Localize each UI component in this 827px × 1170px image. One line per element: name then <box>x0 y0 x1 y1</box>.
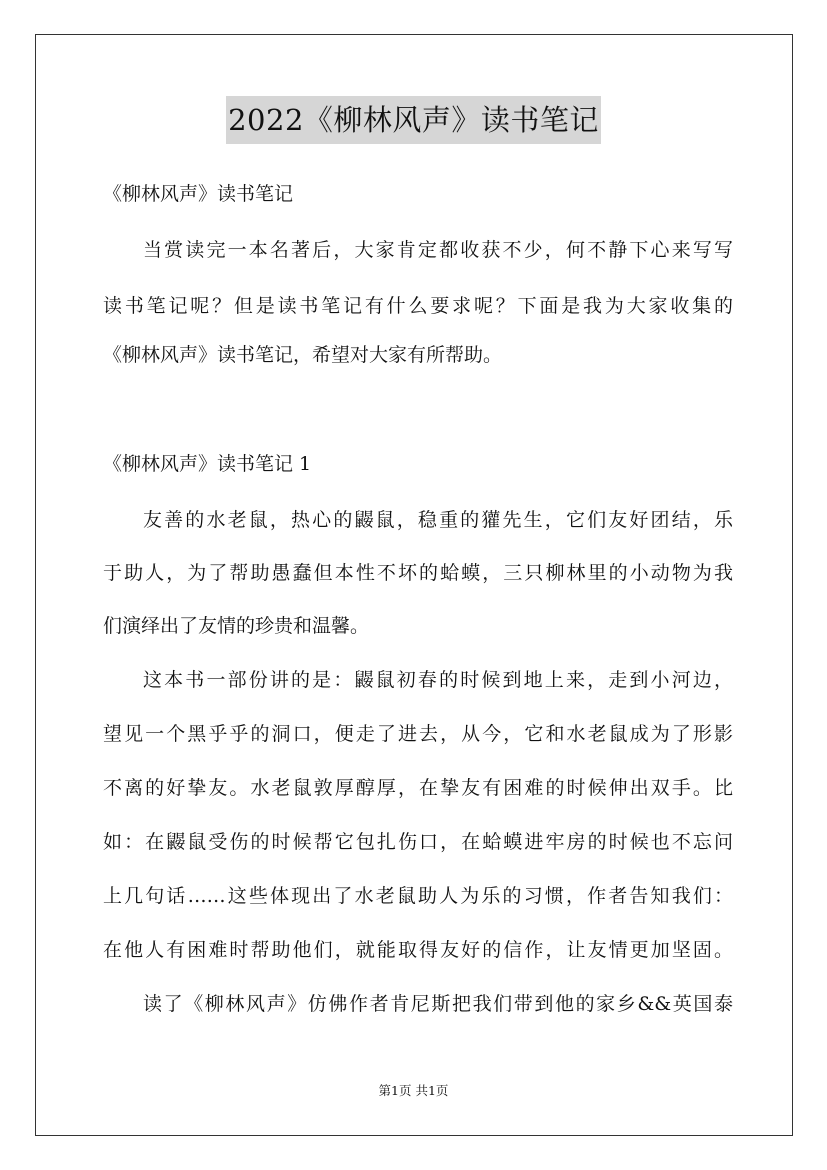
paragraph-line: 读了《柳林风声》仿佛作者肯尼斯把我们带到他的家乡&&英国泰 <box>143 993 733 1015</box>
paragraph-line: 这本书一部份讲的是：鼹鼠初春的时候到地上来，走到小河边， <box>143 669 733 691</box>
paragraph-line: 友善的水老鼠，热心的鼹鼠，稳重的獾先生，它们友好团结，乐 <box>143 509 733 531</box>
intro-line: 当赏读完一本名著后，大家肯定都收获不少，何不静下心来写写 <box>143 239 733 261</box>
document-title: 2022《柳林风声》读书笔记 <box>226 96 601 144</box>
paragraph-line: 不离的好挚友。水老鼠敦厚醇厚，在挚友有困难的时候伸出双手。比 <box>103 777 733 799</box>
subtitle: 《柳林风声》读书笔记 <box>103 183 294 205</box>
page-footer: 第1页 共1页 <box>378 1083 449 1098</box>
section-heading: 《柳林风声》读书笔记 1 <box>103 453 312 475</box>
paragraph-line: 们演绎出了友情的珍贵和温馨。 <box>103 615 370 637</box>
title-container <box>0 96 827 144</box>
paragraph-line: 在他人有困难时帮助他们，就能取得友好的信作，让友情更加坚固。 <box>103 939 733 961</box>
paragraph-line: 如：在鼹鼠受伤的时候帮它包扎伤口，在蛤蟆进牢房的时候也不忘问 <box>103 831 733 853</box>
paragraph-line: 于助人，为了帮助愚蠢但本性不坏的蛤蟆，三只柳林里的小动物为我 <box>103 562 733 584</box>
intro-line: 读书笔记呢？但是读书笔记有什么要求呢？下面是我为大家收集的 <box>103 295 733 317</box>
paragraph-line: 上几句话……这些体现出了水老鼠助人为乐的习惯，作者告知我们： <box>103 885 733 907</box>
intro-line: 《柳林风声》读书笔记，希望对大家有所帮助。 <box>103 344 503 366</box>
paragraph-line: 望见一个黑乎乎的洞口，便走了进去，从今，它和水老鼠成为了形影 <box>103 723 733 745</box>
